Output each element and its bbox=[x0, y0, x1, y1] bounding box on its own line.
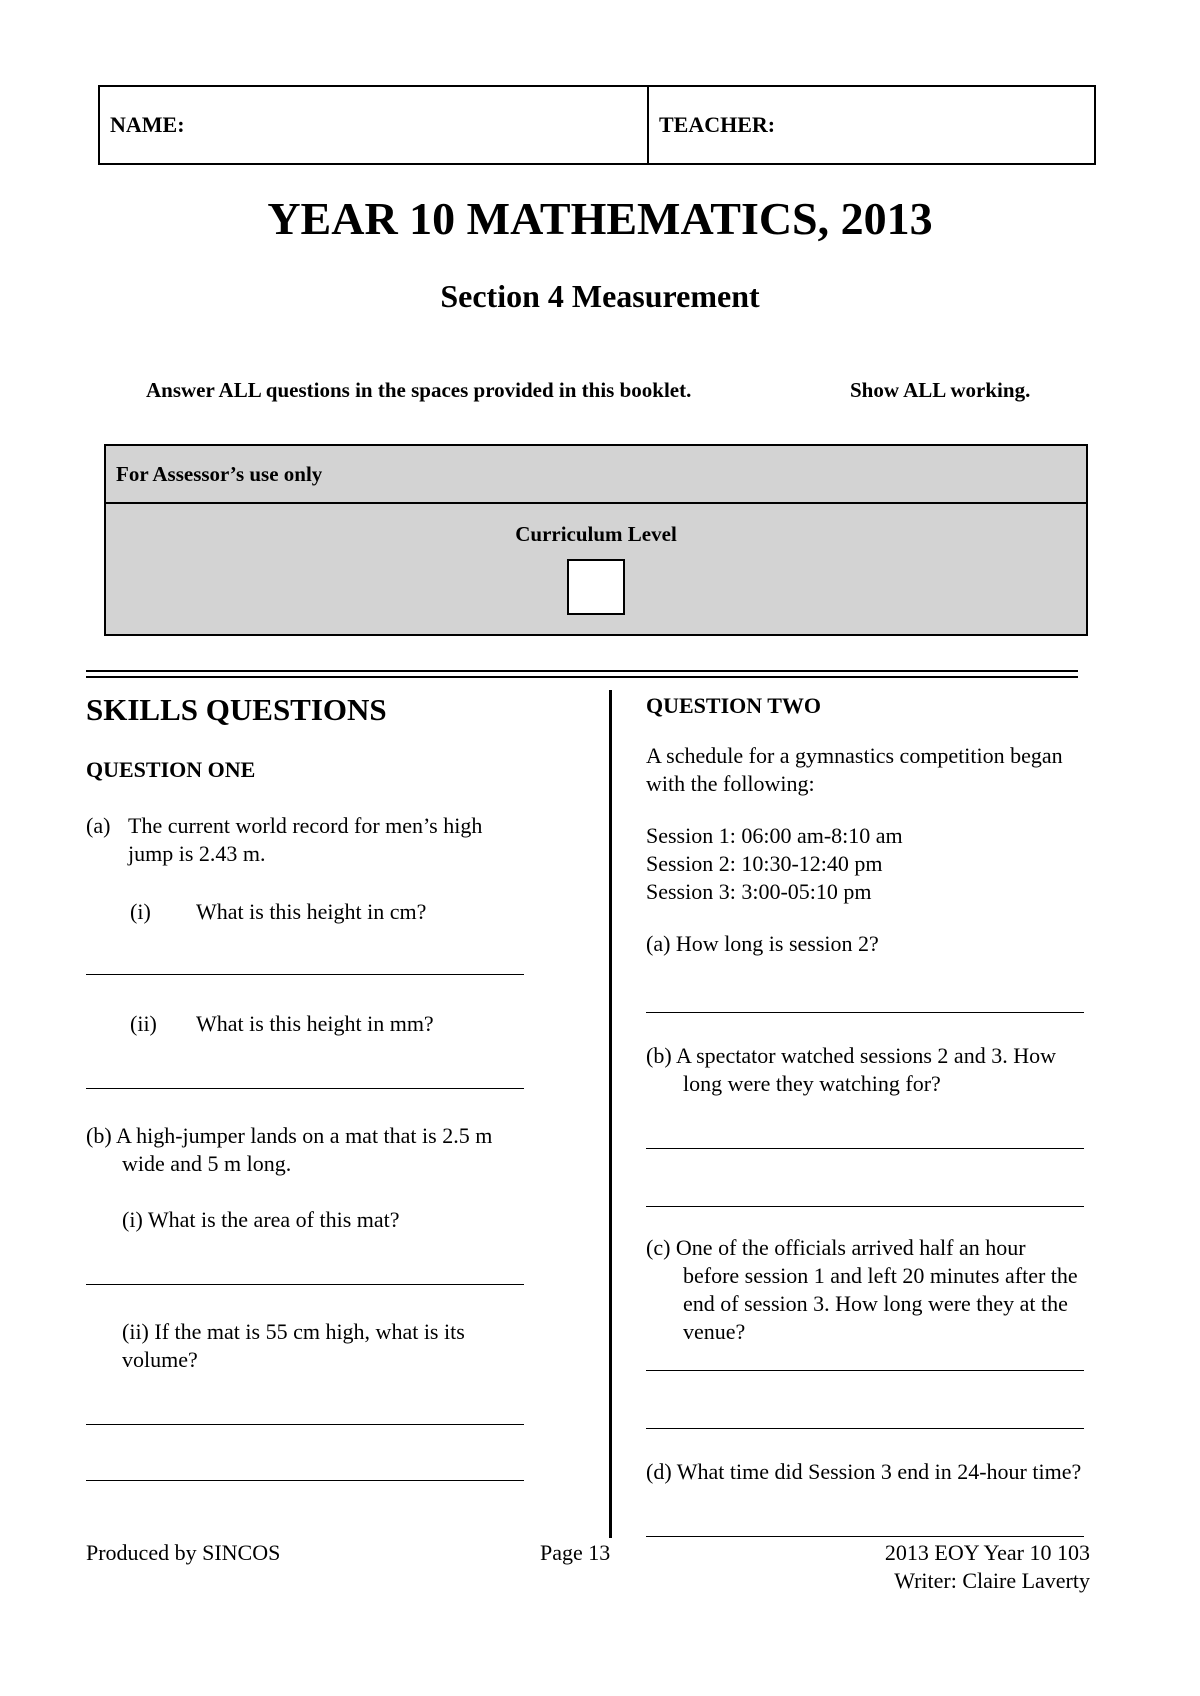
q1bi-text: (i) What is the area of this mat? bbox=[122, 1207, 400, 1232]
answer-line-q2b-1[interactable] bbox=[646, 1148, 1084, 1149]
answer-line-q2c-2[interactable] bbox=[646, 1428, 1084, 1429]
teacher-label: TEACHER: bbox=[659, 112, 776, 137]
session-1: Session 1: 06:00 am-8:10 am bbox=[646, 823, 903, 848]
q1a-text-2: jump is 2.43 m. bbox=[128, 841, 266, 866]
q2c-text-2: before session 1 and left 20 minutes after the bbox=[683, 1263, 1078, 1288]
instructions-right: Show ALL working. bbox=[850, 378, 1031, 402]
question-two-heading: QUESTION TWO bbox=[646, 693, 822, 718]
double-divider bbox=[86, 670, 1078, 678]
curriculum-level-label: Curriculum Level bbox=[515, 522, 677, 546]
q2-intro-2: with the following: bbox=[646, 771, 815, 796]
q2b-text-1: (b) A spectator watched sessions 2 and 3. How bbox=[646, 1043, 1056, 1068]
answer-line-q1bi[interactable] bbox=[86, 1284, 524, 1285]
footer-page-number: Page 13 bbox=[540, 1540, 611, 1565]
q1aii-label: (ii) bbox=[130, 1011, 157, 1036]
page-title: YEAR 10 MATHEMATICS, 2013 bbox=[267, 193, 933, 244]
answer-line-q1ai[interactable] bbox=[86, 974, 524, 975]
footer-produced: Produced by SINCOS bbox=[86, 1540, 281, 1565]
q1b-text-2: wide and 5 m long. bbox=[122, 1151, 292, 1176]
answer-line-q2d[interactable] bbox=[646, 1536, 1084, 1537]
page-subtitle: Section 4 Measurement bbox=[440, 278, 760, 314]
name-field[interactable] bbox=[100, 87, 649, 163]
skills-heading: SKILLS QUESTIONS bbox=[86, 692, 387, 727]
column-divider bbox=[609, 690, 612, 1538]
name-label: NAME: bbox=[110, 112, 185, 137]
q1a-label: (a) bbox=[86, 813, 111, 838]
session-2: Session 2: 10:30-12:40 pm bbox=[646, 851, 883, 876]
assessor-heading: For Assessor’s use only bbox=[106, 446, 1086, 504]
question-one-heading: QUESTION ONE bbox=[86, 757, 256, 782]
q1aii-text: What is this height in mm? bbox=[196, 1011, 434, 1036]
assessor-box bbox=[104, 444, 1088, 636]
footer-writer: Writer: Claire Laverty bbox=[894, 1568, 1090, 1593]
answer-line-q2c-1[interactable] bbox=[646, 1370, 1084, 1371]
answer-line-q2b-2[interactable] bbox=[646, 1206, 1084, 1207]
q1a-text-1: The current world record for men’s high bbox=[128, 813, 483, 838]
session-3: Session 3: 3:00-05:10 pm bbox=[646, 879, 872, 904]
answer-line-q1bii-1[interactable] bbox=[86, 1424, 524, 1425]
answer-line-q1bii-2[interactable] bbox=[86, 1480, 524, 1481]
answer-line-q1aii[interactable] bbox=[86, 1088, 524, 1089]
q2c-text-4: venue? bbox=[683, 1319, 746, 1344]
q1bii-text-2: volume? bbox=[122, 1347, 198, 1372]
q2a-text: (a) How long is session 2? bbox=[646, 931, 879, 956]
answer-line-q2a[interactable] bbox=[646, 1012, 1084, 1013]
q2d-text: (d) What time did Session 3 end in 24-hour time? bbox=[646, 1459, 1082, 1484]
teacher-field[interactable] bbox=[649, 87, 1094, 163]
q1ai-label: (i) bbox=[130, 899, 151, 924]
q2c-text-3: end of session 3. How long were they at the bbox=[683, 1291, 1068, 1316]
name-teacher-box bbox=[98, 85, 1096, 165]
q2-intro-1: A schedule for a gymnastics competition began bbox=[646, 743, 1063, 768]
instructions-left: Answer ALL questions in the spaces provided in this booklet. bbox=[146, 378, 692, 402]
curriculum-level-box[interactable] bbox=[567, 559, 625, 615]
q2b-text-2: long were they watching for? bbox=[683, 1071, 941, 1096]
q2c-text-1: (c) One of the officials arrived half an hour bbox=[646, 1235, 1026, 1260]
q1ai-text: What is this height in cm? bbox=[196, 899, 427, 924]
q1bii-text-1: (ii) If the mat is 55 cm high, what is its bbox=[122, 1319, 465, 1344]
footer-code: 2013 EOY Year 10 103 bbox=[884, 1540, 1090, 1565]
q1b-text-1: (b) A high-jumper lands on a mat that is 2.5 m bbox=[86, 1123, 493, 1148]
